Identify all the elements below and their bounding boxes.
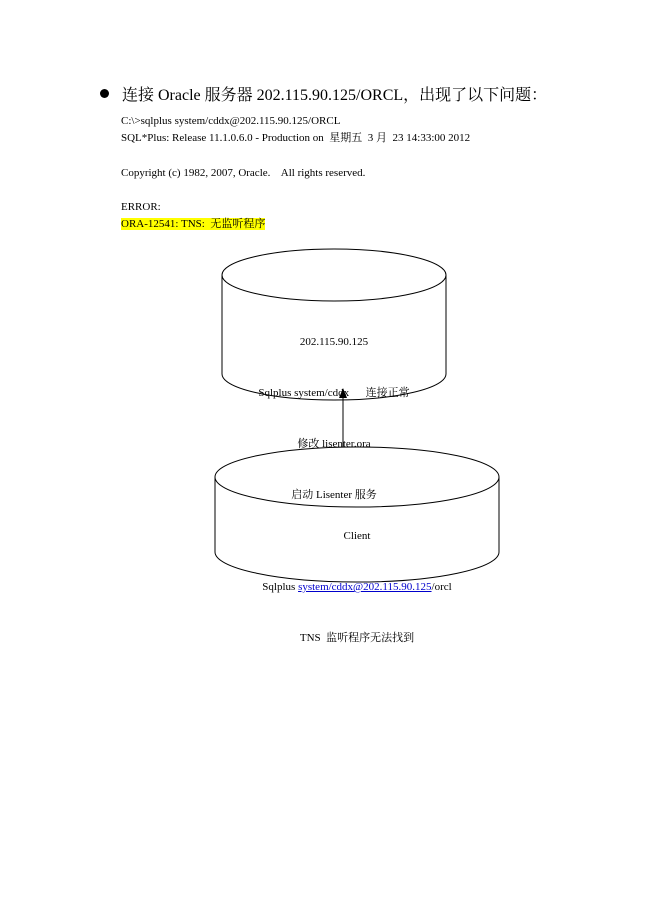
server-login: Sqlplus system/cddx 连接正常 xyxy=(258,387,410,399)
server-label xyxy=(222,300,446,521)
client-cmd-prefix: Sqlplus xyxy=(262,581,299,593)
client-status: TNS 监听程序无法找到 xyxy=(299,632,415,644)
heading-text: 连接 Oracle 服务器 202.115.90.125/ORCL，出现了以下问题： xyxy=(122,87,548,104)
client-cmd-suffix: /orcl xyxy=(431,581,452,593)
client-title: Client xyxy=(343,530,371,542)
console-error-label: ERROR: xyxy=(121,201,161,213)
console-release: SQL*Plus: Release 11.1.0.6.0 - Production on 星期五 3 月 23 14:33:00 2012 xyxy=(121,132,471,144)
server-ip: 202.115.90.125 xyxy=(299,336,369,348)
console-copyright: Copyright (c) 1982, 2007, Oracle. All rights reserved. xyxy=(121,167,366,179)
error-code-highlight: ORA-12541: TNS: 无监听程序 xyxy=(121,218,266,230)
client-command xyxy=(215,579,499,596)
console-command: C:\>sqlplus system/cddx@202.115.90.125/ORCL xyxy=(121,115,341,127)
server-step1: 修改 lisenter.ora xyxy=(297,438,371,450)
server-step2: 启动 Lisenter 服务 xyxy=(291,489,377,501)
client-cmd-link[interactable]: system/cddx@202.115.90.125 xyxy=(298,581,432,593)
client-label xyxy=(215,494,499,664)
